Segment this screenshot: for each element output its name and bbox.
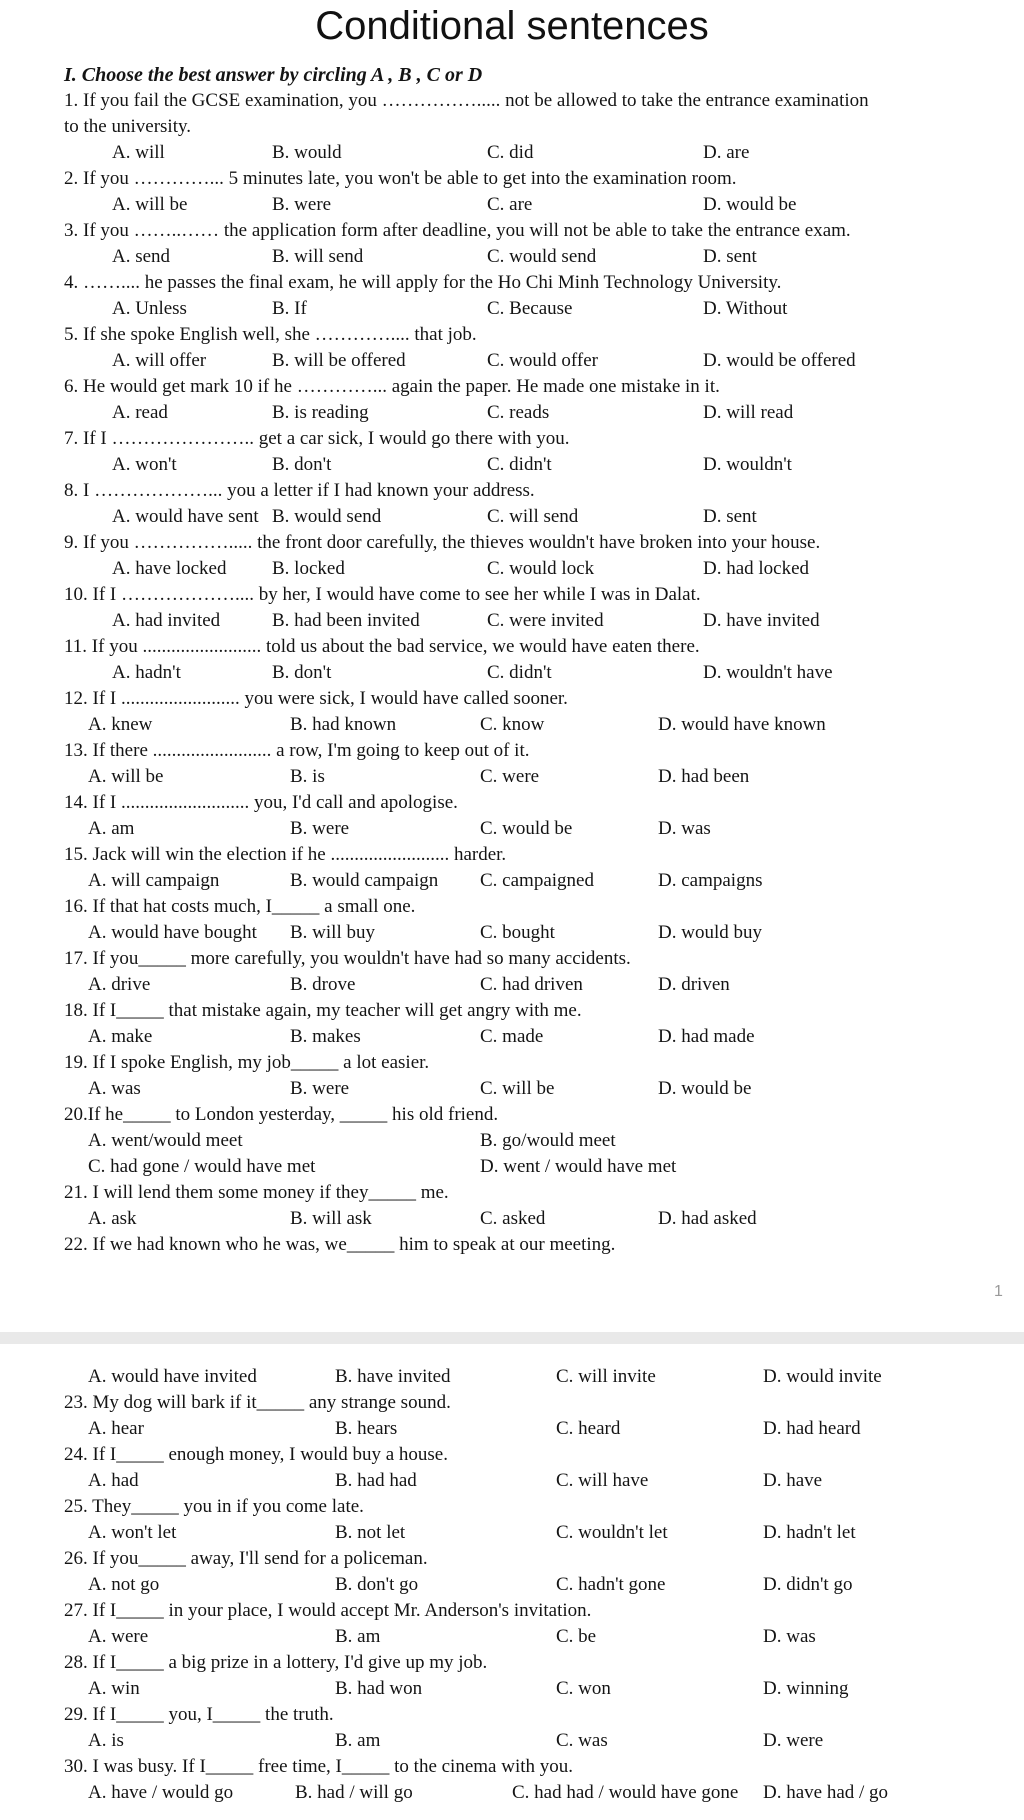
option-d[interactable]: D. were bbox=[763, 1730, 824, 1751]
option-c[interactable]: C. made bbox=[480, 1026, 544, 1047]
question-2 bbox=[0, 166, 1024, 218]
option-a[interactable]: A. not go bbox=[88, 1574, 160, 1595]
option-b[interactable]: B. have invited bbox=[335, 1366, 451, 1387]
option-b[interactable]: B. If bbox=[272, 298, 307, 319]
option-b[interactable]: B. would bbox=[272, 142, 342, 163]
option-a[interactable]: A. won't let bbox=[88, 1522, 177, 1543]
option-a[interactable]: A. would have invited bbox=[88, 1366, 257, 1387]
question-19 bbox=[0, 1050, 1024, 1102]
option-d[interactable]: D. had locked bbox=[703, 558, 810, 579]
option-b[interactable]: B. don't bbox=[272, 662, 332, 683]
option-c[interactable]: C. asked bbox=[480, 1208, 546, 1229]
option-c[interactable]: C. were invited bbox=[487, 610, 604, 631]
question-7 bbox=[0, 426, 1024, 478]
option-a[interactable]: A. read bbox=[112, 402, 168, 423]
question-14 bbox=[0, 790, 1024, 842]
option-a[interactable]: A. have / would go bbox=[88, 1782, 234, 1803]
option-c[interactable]: C. reads bbox=[487, 402, 550, 423]
option-a[interactable]: A. were bbox=[88, 1626, 149, 1647]
option-d[interactable]: D. wouldn't have bbox=[703, 662, 833, 683]
question-6 bbox=[0, 374, 1024, 426]
option-b[interactable]: B. is bbox=[290, 766, 325, 787]
option-d[interactable]: D. winning bbox=[763, 1678, 849, 1699]
option-b[interactable]: B. am bbox=[335, 1626, 381, 1647]
question-text: 11. If you ......................... told us about the bad service, we would have eaten there. bbox=[64, 636, 700, 657]
option-b[interactable]: B. were bbox=[290, 1078, 350, 1099]
option-b[interactable]: B. will be offered bbox=[272, 350, 406, 371]
question-text: 24. If I_____ enough money, I would buy a house. bbox=[64, 1444, 448, 1465]
option-c[interactable]: C. would lock bbox=[487, 558, 595, 579]
question-text: 28. If I_____ a big prize in a lottery, I'd give up my job. bbox=[64, 1652, 488, 1673]
option-b[interactable]: B. is reading bbox=[272, 402, 369, 423]
options-row bbox=[0, 712, 1024, 738]
options-row bbox=[0, 452, 1024, 478]
question-15 bbox=[0, 842, 1024, 894]
question-text: 20.If he_____ to London yesterday, _____ his old friend. bbox=[64, 1104, 499, 1125]
question-text: 3. If you ……..…… the application form after deadline, you will not be able to take the entrance exam. bbox=[64, 220, 851, 241]
option-b[interactable]: B. locked bbox=[272, 558, 345, 579]
option-d[interactable]: D. was bbox=[658, 818, 711, 839]
question-text: 18. If I_____ that mistake again, my teacher will get angry with me. bbox=[64, 1000, 582, 1021]
option-a[interactable]: A. have locked bbox=[112, 558, 227, 579]
option-c[interactable]: C. are bbox=[487, 194, 533, 215]
question-22 bbox=[0, 1232, 1024, 1258]
question-27 bbox=[0, 1598, 1024, 1650]
worksheet-page-2 bbox=[0, 1344, 1024, 1820]
option-c[interactable]: C. had had / would have gone bbox=[512, 1782, 739, 1803]
question-1 bbox=[0, 88, 1024, 166]
question-22-options bbox=[0, 1344, 1024, 1390]
option-a[interactable]: A. will be bbox=[112, 194, 188, 215]
options-row bbox=[0, 816, 1024, 842]
question-text: 15. Jack will win the election if he ......................... harder. bbox=[64, 844, 507, 865]
option-b[interactable]: B. were bbox=[272, 194, 332, 215]
question-text: 30. I was busy. If I_____ free time, I_____ to the cinema with you. bbox=[64, 1756, 574, 1777]
question-18 bbox=[0, 998, 1024, 1050]
question-text: 19. If I spoke English, my job_____ a lot easier. bbox=[64, 1052, 430, 1073]
option-b[interactable]: B. had been invited bbox=[272, 610, 420, 631]
question-text: 5. If she spoke English well, she ………….... that job. bbox=[64, 324, 477, 345]
option-a[interactable]: A. will bbox=[112, 142, 165, 163]
options-row bbox=[0, 608, 1024, 634]
option-a[interactable]: A. is bbox=[88, 1730, 124, 1751]
question-21 bbox=[0, 1180, 1024, 1232]
option-d[interactable]: D. would have known bbox=[658, 714, 826, 735]
option-d[interactable]: D. have invited bbox=[703, 610, 820, 631]
option-d[interactable]: D. Without bbox=[703, 298, 788, 319]
option-b[interactable]: B. would campaign bbox=[290, 870, 439, 891]
option-d[interactable]: D. had made bbox=[658, 1026, 755, 1047]
question-text: 17. If you_____ more carefully, you wouldn't have had so many accidents. bbox=[64, 948, 631, 969]
option-c[interactable]: C. did bbox=[487, 142, 534, 163]
question-9 bbox=[0, 530, 1024, 582]
option-b[interactable]: B. don't go bbox=[335, 1574, 419, 1595]
option-c[interactable]: C. bought bbox=[480, 922, 555, 943]
options-row bbox=[0, 1624, 1024, 1650]
option-b[interactable]: B. would send bbox=[272, 506, 382, 527]
options-row bbox=[0, 348, 1024, 374]
option-b[interactable]: B. had / will go bbox=[295, 1782, 413, 1803]
option-a[interactable]: A. drive bbox=[88, 974, 151, 995]
question-20 bbox=[0, 1102, 1024, 1180]
options-row bbox=[0, 1728, 1024, 1754]
question-text: 12. If I ......................... you were sick, I would have called sooner. bbox=[64, 688, 568, 709]
option-c[interactable]: C. heard bbox=[556, 1418, 621, 1439]
options-row bbox=[0, 1572, 1024, 1598]
option-d[interactable]: D. sent bbox=[703, 246, 757, 267]
option-c[interactable]: C. didn't bbox=[487, 454, 552, 475]
options-row bbox=[0, 244, 1024, 270]
option-d[interactable]: D. driven bbox=[658, 974, 730, 995]
question-text: 26. If you_____ away, I'll send for a policeman. bbox=[64, 1548, 428, 1569]
options-row bbox=[0, 764, 1024, 790]
option-d[interactable]: D. have bbox=[763, 1470, 823, 1491]
options-row bbox=[0, 920, 1024, 946]
question-text: 2. If you …………... 5 minutes late, you won't be able to get into the examination room. bbox=[64, 168, 737, 189]
option-b[interactable]: B. had had bbox=[335, 1470, 417, 1491]
option-c[interactable]: C. didn't bbox=[487, 662, 552, 683]
question-text: 21. I will lend them some money if they_____ me. bbox=[64, 1182, 449, 1203]
option-b[interactable]: B. not let bbox=[335, 1522, 406, 1543]
question-3 bbox=[0, 218, 1024, 270]
question-text: 13. If there ......................... a row, I'm going to keep out of it. bbox=[64, 740, 530, 761]
option-a[interactable]: A. had bbox=[88, 1470, 139, 1491]
option-a[interactable]: A. knew bbox=[88, 714, 153, 735]
options-row bbox=[0, 1416, 1024, 1442]
option-d[interactable]: D. campaigns bbox=[658, 870, 763, 891]
option-c[interactable]: C. Because bbox=[487, 298, 573, 319]
options-row bbox=[0, 140, 1024, 166]
option-d[interactable]: D. had been bbox=[658, 766, 750, 787]
option-d[interactable]: D. will read bbox=[703, 402, 794, 423]
option-c[interactable]: C. will have bbox=[556, 1470, 649, 1491]
question-text: 10. If I ……………….... by her, I would have come to see her while I was in Dalat. bbox=[64, 584, 701, 605]
option-b[interactable]: B. don't bbox=[272, 454, 332, 475]
question-24 bbox=[0, 1442, 1024, 1494]
page-marker: 1 bbox=[994, 1283, 1003, 1300]
page-title: Conditional sentences bbox=[315, 4, 709, 48]
question-13 bbox=[0, 738, 1024, 790]
options-row bbox=[0, 192, 1024, 218]
page-separator bbox=[0, 1332, 1024, 1344]
option-a[interactable]: A. would have sent bbox=[112, 506, 259, 527]
question-28 bbox=[0, 1650, 1024, 1702]
question-text: 29. If I_____ you, I_____ the truth. bbox=[64, 1704, 334, 1725]
option-a[interactable]: A. Unless bbox=[112, 298, 187, 319]
option-d[interactable]: D. had heard bbox=[763, 1418, 861, 1439]
question-10 bbox=[0, 582, 1024, 634]
option-c[interactable]: C. would offer bbox=[487, 350, 598, 371]
question-list bbox=[0, 88, 1024, 1258]
options-row bbox=[0, 1154, 1024, 1180]
option-a[interactable]: A. won't bbox=[112, 454, 177, 475]
question-8 bbox=[0, 478, 1024, 530]
option-b[interactable]: B. will send bbox=[272, 246, 364, 267]
options-row bbox=[0, 1468, 1024, 1494]
question-text: 27. If I_____ in your place, I would accept Mr. Anderson's invitation. bbox=[64, 1600, 592, 1621]
option-d[interactable]: D. would be offered bbox=[703, 350, 856, 371]
options-row bbox=[0, 556, 1024, 582]
question-26 bbox=[0, 1546, 1024, 1598]
options-row bbox=[0, 1206, 1024, 1232]
question-25 bbox=[0, 1494, 1024, 1546]
option-b[interactable]: B. will buy bbox=[290, 922, 375, 943]
question-text: 25. They_____ you in if you come late. bbox=[64, 1496, 364, 1517]
options-row bbox=[0, 1676, 1024, 1702]
option-d[interactable]: D. would be bbox=[703, 194, 797, 215]
option-a[interactable]: A. send bbox=[112, 246, 171, 267]
question-11 bbox=[0, 634, 1024, 686]
question-text: 9. If you ……………..... the front door carefully, the thieves wouldn't have broken into your house. bbox=[64, 532, 821, 553]
option-d[interactable]: D. sent bbox=[703, 506, 757, 527]
options-row bbox=[0, 972, 1024, 998]
option-b[interactable]: B. makes bbox=[290, 1026, 361, 1047]
question-text: 7. If I ………………….. get a car sick, I would go there with you. bbox=[64, 428, 570, 449]
option-c[interactable]: C. be bbox=[556, 1626, 597, 1647]
options-row bbox=[0, 1364, 1024, 1390]
option-b[interactable]: B. were bbox=[290, 818, 350, 839]
option-c[interactable]: C. were bbox=[480, 766, 540, 787]
option-c[interactable]: C. was bbox=[556, 1730, 608, 1751]
option-b[interactable]: B. had known bbox=[290, 714, 397, 735]
option-d[interactable]: D. have had / go bbox=[763, 1782, 889, 1803]
options-row bbox=[0, 1520, 1024, 1546]
question-text: 23. My dog will bark if it_____ any strange sound. bbox=[64, 1392, 451, 1413]
option-c[interactable]: C. know bbox=[480, 714, 545, 735]
question-text: 1. If you fail the GCSE examination, you ……………..... not be allowed to take the entrance examination bbox=[64, 90, 869, 111]
option-c[interactable]: C. hadn't gone bbox=[556, 1574, 666, 1595]
option-a[interactable]: A. would have bought bbox=[88, 922, 257, 943]
options-row bbox=[0, 660, 1024, 686]
option-d[interactable]: D. would be bbox=[658, 1078, 752, 1099]
question-5 bbox=[0, 322, 1024, 374]
options-row bbox=[0, 504, 1024, 530]
option-d[interactable]: D. wouldn't bbox=[703, 454, 792, 475]
option-c[interactable]: C. will be bbox=[480, 1078, 555, 1099]
question-text: 6. He would get mark 10 if he …………... again the paper. He made one mistake in it. bbox=[64, 376, 720, 397]
option-c[interactable]: C. would be bbox=[480, 818, 573, 839]
option-c[interactable]: C. wouldn't let bbox=[556, 1522, 668, 1543]
option-d[interactable]: D. would invite bbox=[763, 1366, 882, 1387]
question-text: 8. I ………………... you a letter if I had known your address. bbox=[64, 480, 535, 501]
option-d[interactable]: D. would buy bbox=[658, 922, 762, 943]
option-b[interactable]: B. will ask bbox=[290, 1208, 372, 1229]
option-a[interactable]: A. will campaign bbox=[88, 870, 220, 891]
option-c[interactable]: C. campaigned bbox=[480, 870, 594, 891]
option-b[interactable]: B. had won bbox=[335, 1678, 423, 1699]
option-c[interactable]: C. had driven bbox=[480, 974, 583, 995]
question-23 bbox=[0, 1390, 1024, 1442]
option-a[interactable]: A. am bbox=[88, 818, 135, 839]
option-c[interactable]: C. had gone / would have met bbox=[88, 1156, 316, 1177]
question-30 bbox=[0, 1754, 1024, 1806]
option-a[interactable]: A. hadn't bbox=[112, 662, 181, 683]
option-b[interactable]: B. drove bbox=[290, 974, 356, 995]
question-text: 14. If I ........................... you, I'd call and apologise. bbox=[64, 792, 458, 813]
question-12 bbox=[0, 686, 1024, 738]
section-heading: I. Choose the best answer by circling A , B , C or D bbox=[64, 64, 483, 86]
option-d[interactable]: D. had asked bbox=[658, 1208, 757, 1229]
options-row bbox=[0, 1780, 1024, 1806]
option-c[interactable]: C. won bbox=[556, 1678, 611, 1699]
option-a[interactable]: A. hear bbox=[88, 1418, 144, 1439]
question-16 bbox=[0, 894, 1024, 946]
option-d[interactable]: D. went / would have met bbox=[480, 1156, 677, 1177]
option-a[interactable]: A. was bbox=[88, 1078, 141, 1099]
question-text: to the university. bbox=[64, 116, 191, 137]
options-row bbox=[0, 868, 1024, 894]
question-4 bbox=[0, 270, 1024, 322]
options-row bbox=[0, 1076, 1024, 1102]
option-a[interactable]: A. make bbox=[88, 1026, 153, 1047]
option-d[interactable]: D. was bbox=[763, 1626, 816, 1647]
question-text: 16. If that hat costs much, I_____ a small one. bbox=[64, 896, 416, 917]
option-b[interactable]: B. go/would meet bbox=[480, 1130, 616, 1151]
question-text: 22. If we had known who he was, we_____ him to speak at our meeting. bbox=[64, 1234, 616, 1255]
option-a[interactable]: A. will offer bbox=[112, 350, 207, 371]
options-row bbox=[0, 296, 1024, 322]
option-a[interactable]: A. win bbox=[88, 1678, 140, 1699]
option-d[interactable]: D. are bbox=[703, 142, 750, 163]
option-c[interactable]: C. would send bbox=[487, 246, 597, 267]
option-d[interactable]: D. didn't go bbox=[763, 1574, 853, 1595]
options-row bbox=[0, 400, 1024, 426]
option-c[interactable]: C. will invite bbox=[556, 1366, 656, 1387]
options-row bbox=[0, 1024, 1024, 1050]
option-b[interactable]: B. hears bbox=[335, 1418, 398, 1439]
option-a[interactable]: A. went/would meet bbox=[88, 1130, 243, 1151]
option-a[interactable]: A. ask bbox=[88, 1208, 137, 1229]
option-b[interactable]: B. am bbox=[335, 1730, 381, 1751]
question-text: 4. …….... he passes the final exam, he will apply for the Ho Chi Minh Technology University. bbox=[64, 272, 782, 293]
options-row bbox=[0, 1128, 1024, 1154]
question-list bbox=[0, 1344, 1024, 1806]
question-17 bbox=[0, 946, 1024, 998]
option-a[interactable]: A. will be bbox=[88, 766, 164, 787]
question-29 bbox=[0, 1702, 1024, 1754]
option-c[interactable]: C. will send bbox=[487, 506, 579, 527]
option-d[interactable]: D. hadn't let bbox=[763, 1522, 856, 1543]
option-a[interactable]: A. had invited bbox=[112, 610, 221, 631]
